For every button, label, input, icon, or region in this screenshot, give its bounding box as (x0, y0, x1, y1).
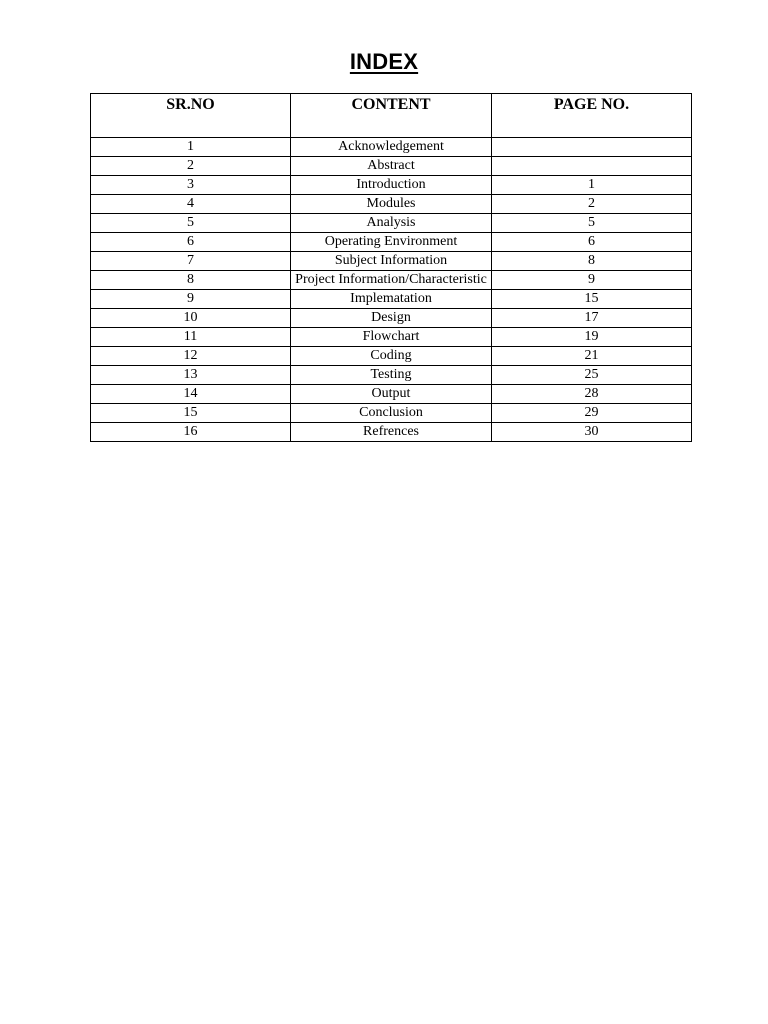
page-title: INDEX (349, 49, 419, 74)
cell-content: Modules (291, 195, 492, 214)
header-page-no: PAGE NO. (492, 94, 692, 138)
cell-page-no: 17 (492, 309, 692, 328)
cell-sr-no: 6 (91, 233, 291, 252)
table-row (91, 157, 692, 176)
table-row (91, 328, 692, 347)
cell-page-no: 1 (492, 176, 692, 195)
cell-page-no: 30 (492, 423, 692, 442)
cell-content: Operating Environment (291, 233, 492, 252)
table-row (91, 214, 692, 233)
cell-sr-no: 13 (91, 366, 291, 385)
header-sr-no: SR.NO (91, 94, 291, 138)
table-row (91, 404, 692, 423)
table-row (91, 309, 692, 328)
cell-sr-no: 10 (91, 309, 291, 328)
cell-content: Refrences (291, 423, 492, 442)
table-row (91, 138, 692, 157)
cell-sr-no: 15 (91, 404, 291, 423)
cell-page-no: 21 (492, 347, 692, 366)
cell-sr-no: 8 (91, 271, 291, 290)
cell-page-no: 15 (492, 290, 692, 309)
header-row (91, 94, 692, 138)
cell-page-no: 29 (492, 404, 692, 423)
cell-content: Subject Information (291, 252, 492, 271)
cell-content: Acknowledgement (291, 138, 492, 157)
table-row (91, 366, 692, 385)
cell-content: Design (291, 309, 492, 328)
cell-page-no: 2 (492, 195, 692, 214)
cell-page-no: 28 (492, 385, 692, 404)
cell-page-no: 5 (492, 214, 692, 233)
cell-content: Testing (291, 366, 492, 385)
cell-content: Output (291, 385, 492, 404)
cell-page-no: 19 (492, 328, 692, 347)
cell-sr-no: 14 (91, 385, 291, 404)
cell-sr-no: 3 (91, 176, 291, 195)
cell-sr-no: 7 (91, 252, 291, 271)
cell-content: Analysis (291, 214, 492, 233)
cell-content: Project Information/Characteristic (291, 271, 492, 290)
table-row (91, 347, 692, 366)
table-header (91, 94, 692, 138)
table-row (91, 290, 692, 309)
cell-content: Implematation (291, 290, 492, 309)
cell-page-no: 8 (492, 252, 692, 271)
table-body (91, 138, 692, 442)
cell-page-no (492, 138, 692, 157)
cell-content: Introduction (291, 176, 492, 195)
cell-sr-no: 12 (91, 347, 291, 366)
cell-sr-no: 5 (91, 214, 291, 233)
table-row (91, 271, 692, 290)
cell-sr-no: 9 (91, 290, 291, 309)
cell-sr-no: 2 (91, 157, 291, 176)
cell-content: Abstract (291, 157, 492, 176)
table-row (91, 252, 692, 271)
cell-page-no: 9 (492, 271, 692, 290)
cell-sr-no: 4 (91, 195, 291, 214)
table-row (91, 195, 692, 214)
cell-page-no: 25 (492, 366, 692, 385)
cell-sr-no: 1 (91, 138, 291, 157)
table-row (91, 385, 692, 404)
header-content: CONTENT (291, 94, 492, 138)
cell-content: Conclusion (291, 404, 492, 423)
cell-page-no (492, 157, 692, 176)
cell-content: Flowchart (291, 328, 492, 347)
table-row (91, 423, 692, 442)
table-row (91, 176, 692, 195)
table-row (91, 233, 692, 252)
index-table (90, 93, 692, 442)
cell-content: Coding (291, 347, 492, 366)
cell-sr-no: 11 (91, 328, 291, 347)
cell-page-no: 6 (492, 233, 692, 252)
cell-sr-no: 16 (91, 423, 291, 442)
